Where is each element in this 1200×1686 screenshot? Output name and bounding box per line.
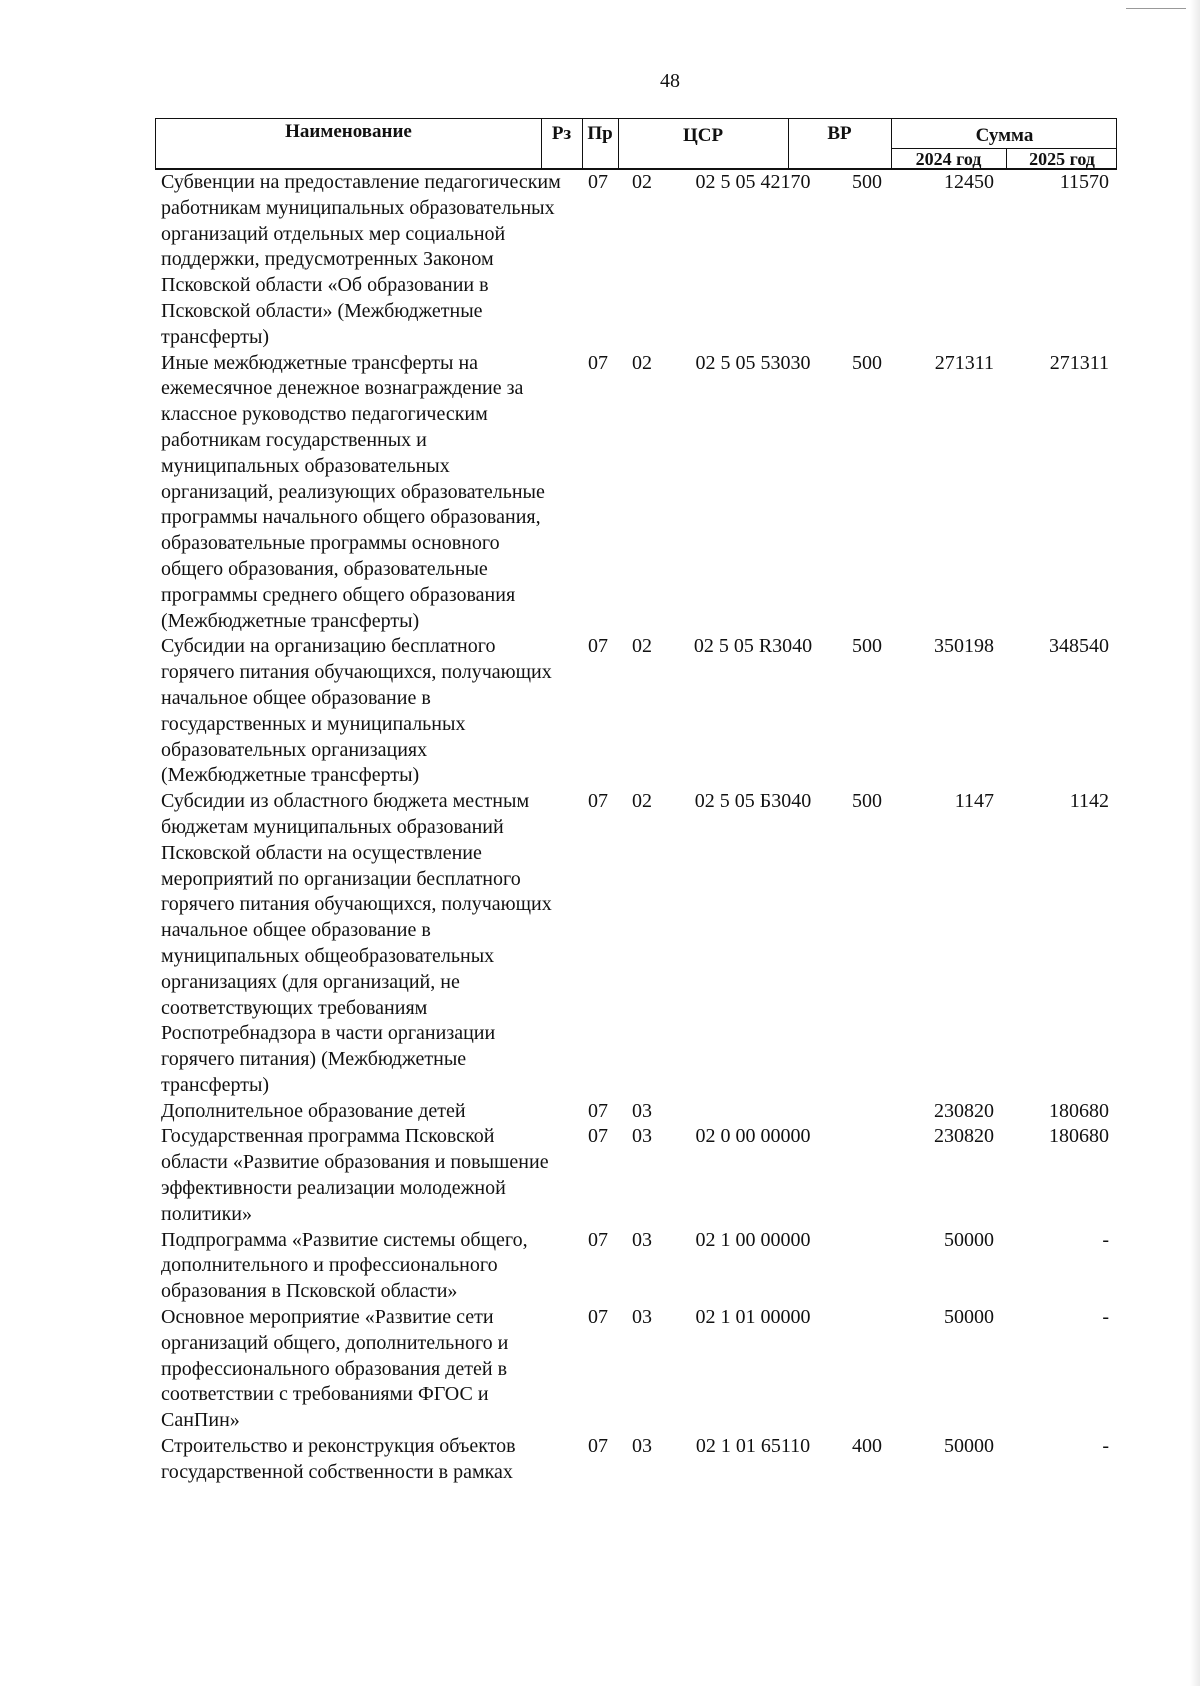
row-pr: 02 bbox=[632, 635, 652, 658]
row-csr: 02 5 05 R3040 bbox=[693, 635, 813, 658]
header-2025: 2025 год bbox=[1029, 149, 1095, 169]
table-row bbox=[0, 1305, 1200, 1434]
row-csr: 02 5 05 42170 bbox=[695, 171, 811, 193]
row-vr: 500 bbox=[852, 351, 882, 374]
row-sum-2025: - bbox=[1102, 1228, 1109, 1251]
header-sum: Сумма bbox=[975, 125, 1034, 146]
row-vr: 500 bbox=[852, 790, 882, 813]
scan-edge-mark bbox=[1126, 8, 1186, 9]
row-sum-2025: 348540 bbox=[1049, 635, 1109, 658]
table-body bbox=[0, 170, 1200, 1486]
table-row bbox=[0, 351, 1200, 635]
row-sum-2025: 1142 bbox=[1069, 790, 1109, 813]
row-rz: 07 bbox=[588, 1306, 608, 1329]
page-number: 48 bbox=[660, 70, 680, 92]
row-sum-2024: 50000 bbox=[944, 1228, 994, 1251]
row-csr: 02 1 01 65110 bbox=[695, 1435, 811, 1458]
header-csr: ЦСР bbox=[682, 125, 724, 146]
table-row bbox=[0, 1434, 1200, 1486]
row-csr: 02 1 00 00000 bbox=[695, 1228, 811, 1251]
row-name: Иные межбюджетные трансферты на ежемесячное денежное вознаграждение за классное руководство педагогическим работникам государственных и муниципальных образовательных организаций, реализующих образовательные программы начального общего образования, образовательные программы основного общего образования, образовательные программы среднего общего образования (Межбюджетные трансферты) bbox=[161, 351, 545, 632]
row-vr: 500 bbox=[852, 171, 882, 193]
row-pr: 03 bbox=[632, 1125, 652, 1148]
row-sum-2024: 12450 bbox=[944, 171, 994, 193]
row-rz: 07 bbox=[588, 790, 608, 813]
row-pr: 02 bbox=[632, 790, 652, 813]
row-pr: 02 bbox=[632, 171, 652, 193]
row-rz: 07 bbox=[588, 1228, 608, 1251]
table-row bbox=[0, 634, 1200, 789]
row-pr: 02 bbox=[632, 351, 652, 374]
table-row bbox=[0, 1124, 1200, 1227]
row-rz: 07 bbox=[588, 1435, 608, 1458]
row-rz: 07 bbox=[588, 1099, 608, 1122]
header-vr: ВР bbox=[827, 123, 852, 144]
row-csr: 02 5 05 Б3040 bbox=[694, 790, 812, 813]
table-row bbox=[0, 1099, 1200, 1125]
row-sum-2024: 50000 bbox=[944, 1435, 994, 1458]
row-rz: 07 bbox=[588, 171, 608, 193]
row-sum-2024: 230820 bbox=[934, 1099, 994, 1122]
row-pr: 03 bbox=[632, 1435, 652, 1458]
row-rz: 07 bbox=[588, 635, 608, 658]
row-vr: 500 bbox=[852, 635, 882, 658]
row-sum-2024: 230820 bbox=[934, 1125, 994, 1148]
row-csr: 02 1 01 00000 bbox=[695, 1306, 811, 1329]
row-sum-2024: 271311 bbox=[934, 351, 994, 374]
row-sum-2025: 180680 bbox=[1049, 1125, 1109, 1148]
row-name: Государственная программа Псковской области «Развитие образования и повышение эффективности реализации молодежной политики» bbox=[161, 1125, 549, 1225]
row-sum-2025: 11570 bbox=[1059, 171, 1109, 193]
row-name: Субсидии на организацию бесплатного горячего питания обучающихся, получающих начальное общее образование в государственных и муниципальных образовательных организациях (Межбюджетные трансферты) bbox=[161, 635, 552, 787]
table-row bbox=[0, 1228, 1200, 1305]
row-name: Строительство и реконструкция объектов государственной собственности в рамках bbox=[161, 1435, 516, 1483]
table-row bbox=[0, 789, 1200, 1099]
row-sum-2025: - bbox=[1102, 1435, 1109, 1458]
row-name: Субвенции на предоставление педагогическим работникам муниципальных образовательных организаций отдельных мер социальной поддержки, предусмотренных Законом Псковской области «Об образовании в Псковской области» (Межбюджетные трансферты) bbox=[161, 171, 561, 348]
row-csr: 02 5 05 53030 bbox=[695, 351, 811, 374]
row-rz: 07 bbox=[588, 1125, 608, 1148]
header-2024: 2024 год bbox=[915, 149, 982, 169]
row-name: Основное мероприятие «Развитие сети организаций общего, дополнительного и профессионального образования детей в соответствии с требованиями ФГОС и СанПин» bbox=[161, 1306, 509, 1432]
header-name: Наименование bbox=[285, 121, 412, 142]
row-sum-2024: 50000 bbox=[944, 1306, 994, 1329]
row-vr: 400 bbox=[852, 1435, 882, 1458]
row-pr: 03 bbox=[632, 1228, 652, 1251]
row-name: Подпрограмма «Развитие системы общего, дополнительного и профессионального образования в Псковской области» bbox=[161, 1228, 528, 1303]
row-csr: 02 0 00 00000 bbox=[695, 1125, 811, 1148]
row-sum-2025: 180680 bbox=[1049, 1099, 1109, 1122]
header-pr: Пр bbox=[587, 123, 613, 144]
table-header bbox=[155, 118, 1117, 170]
row-pr: 03 bbox=[632, 1099, 652, 1122]
row-name: Субсидии из областного бюджета местным бюджетам муниципальных образований Псковской области на осуществление мероприятий по организации бесплатного горячего питания обучающихся, получающих начальное общее образование в муниципальных общеобразовательных организациях (для организаций, не соответствующих требованиям Роспотребнадзора в части организации горячего питания) (Межбюджетные трансферты) bbox=[161, 790, 552, 1096]
row-sum-2025: - bbox=[1102, 1306, 1109, 1329]
row-sum-2024: 350198 bbox=[934, 635, 994, 658]
row-sum-2025: 271311 bbox=[1049, 351, 1109, 374]
table-row bbox=[0, 170, 1200, 351]
header-rz: Рз bbox=[551, 123, 572, 144]
row-sum-2024: 1147 bbox=[954, 790, 994, 813]
row-pr: 03 bbox=[632, 1306, 652, 1329]
row-rz: 07 bbox=[588, 351, 608, 374]
row-name: Дополнительное образование детей bbox=[161, 1099, 466, 1122]
